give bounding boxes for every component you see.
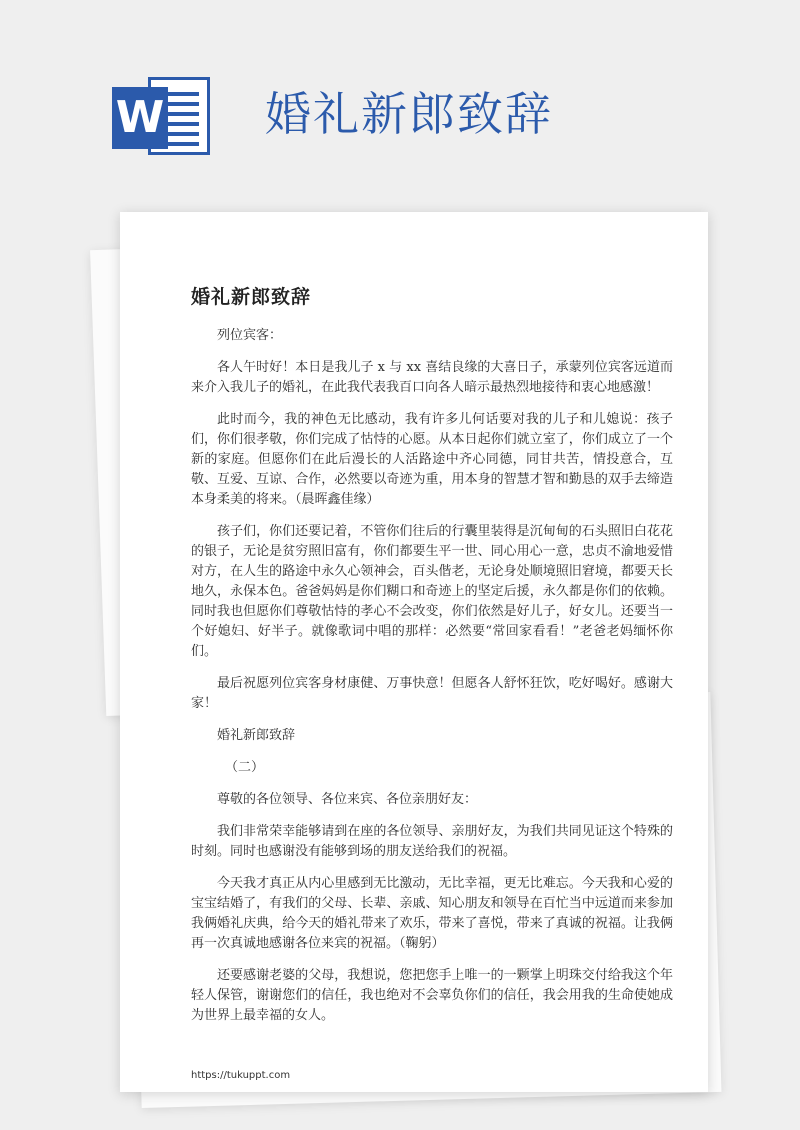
paragraph: 我们非常荣幸能够请到在座的各位领导、亲朋好友，为我们共同见证这个特殊的时刻。同时也感谢没有能够到场的朋友送给我们的祝福。	[191, 824, 673, 859]
paragraph: 今天我才真正从内心里感到无比激动，无比幸福，更无比难忘。今天我和心爱的宝宝结婚了，有我们的父母、长辈、亲戚、知心朋友和领导在百忙当中远道而来参加我俩婚礼庆典，给今天的婚礼带来了欢乐，带来了喜悦，带来了真诚的祝福。让我俩再一次真诚地感谢各位来宾的祝福。（鞠躬）	[191, 876, 673, 951]
paragraph: 各人午时好！本日是我儿子 x 与 xx 喜结良缘的大喜日子，承蒙列位宾客远道而来介入我儿子的婚礼，在此我代表我百口向各人暗示最热烈地接待和衷心地感激！	[191, 360, 673, 395]
page-heading: 婚礼新郎致辞	[265, 87, 553, 141]
paragraph: 最后祝愿列位宾客身材康健、万事快意！但愿各人舒怀狂饮，吃好喝好。感谢大家！	[191, 676, 673, 711]
paragraph: 还要感谢老婆的父母，我想说，您把您手上唯一的一颗掌上明珠交付给我这个年轻人保管，谢谢您们的信任，我也绝对不会辜负你们的信任，我会用我的生命使她成为世界上最幸福的女人。	[191, 968, 673, 1023]
salutation: 尊敬的各位领导、各位来宾、各位亲朋好友：	[217, 792, 478, 807]
paragraph: 此时而今，我的神色无比感动，我有许多儿何话要对我的儿子和儿媳说：孩子们，你们很孝敬，你们完成了怙恃的心愿。从本日起你们就立室了，你们成立了一个新的家庭。但愿你们在此后漫长的人活路途中齐心同德，同甘共苦，情投意合，互敬、互爱、互谅、合作，必然要以奇迹为重，用本身的智慧才智和勤恳的双手去缔造本身柔美的将来。（晨晖鑫佳缘）	[191, 412, 673, 507]
word-document-icon	[112, 73, 212, 161]
footer-url: https://tukuppt.com	[191, 1070, 291, 1081]
section-number: （二）	[225, 760, 265, 775]
page-header	[0, 0, 800, 200]
word-logo-letter: W	[112, 87, 168, 149]
document-body	[191, 326, 673, 1038]
salutation: 列位宾客：	[217, 328, 283, 343]
section-title: 婚礼新郎致辞	[217, 728, 296, 743]
document-page	[120, 212, 708, 1092]
document-title: 婚礼新郎致辞	[191, 286, 312, 308]
paragraph: 孩子们，你们还要记着，不管你们往后的行囊里装得是沉甸甸的石头照旧白花花的银子，无论是贫穷照旧富有，你们都要生平一世、同心用心一意，忠贞不渝地爱惜对方，在人生的路途中永久心领神会，百头偕老，无论身处顺境照旧窘境，都要天长地久，永保本色。爸爸妈妈是你们糊口和奇迹上的坚定后援，永久都是你们的依赖。同时我也但愿你们尊敬怙恃的孝心不会改变，你们依然是好儿子，好女儿。还要当一个好媳妇、好半子。就像歌词中唱的那样：必然要“常回家看看！”老爸老妈缅怀你们。	[191, 524, 673, 659]
